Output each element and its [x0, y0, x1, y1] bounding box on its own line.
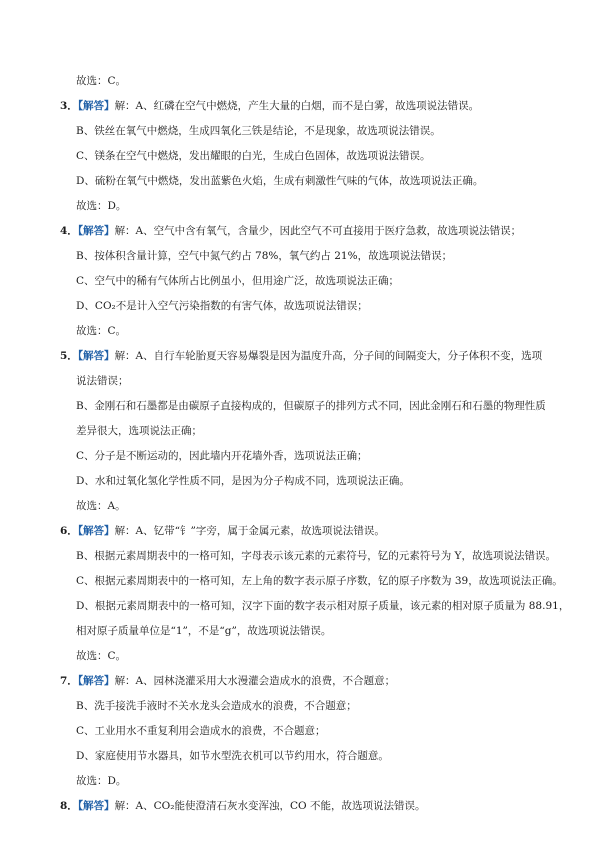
explanation-text: 解：A、园林浇灌采用大水漫灌会造成水的浪费，不合题意；: [114, 675, 396, 687]
answer-line: 故选：A。: [76, 500, 126, 512]
option-line: C、空气中的稀有气体所占比例虽小，但用途广泛，故选项说法正确；: [76, 275, 400, 287]
question-6-line: [52, 524, 550, 539]
question-3-line: [52, 99, 550, 114]
option-line: D、CO₂不是计入空气污染指数的有害气体，故选项说法错误；: [76, 300, 368, 312]
option-line: 说法错误；: [76, 375, 129, 387]
question-number: 7．: [60, 675, 78, 687]
answer-line: 故选：C。: [76, 650, 127, 662]
question-8-line: [52, 799, 550, 814]
option-line: 差异很大，选项说法正确；: [76, 425, 202, 437]
explanation-text: 解：A、自行车轮胎夏天容易爆裂是因为温度升高，分子间的间隔变大，分子体积不变，选项: [114, 350, 543, 362]
answer-tag: 【解答】: [77, 100, 115, 112]
option-line: B、洗手接洗手液时不关水龙头会造成水的浪费，不合题意；: [76, 700, 357, 712]
option-line: D、水和过氧化氢化学性质不同，是因为分子构成不同，选项说法正确。: [76, 475, 410, 487]
answer-tag: 【解答】: [77, 525, 115, 537]
answer-line: 故选：D。: [76, 200, 127, 212]
option-line: B、铁丝在氧气中燃烧，生成四氧化三铁是结论，不是现象，故选项说法错误。: [76, 125, 441, 137]
option-line: 相对原子质量单位是“1”，不是“g”，故选项说法错误。: [76, 625, 332, 637]
option-line: C、根据元素周期表中的一格可知，左上角的数字表示原子序数，钇的原子序数为 39，故选项说法正确。: [76, 575, 563, 587]
option-line: B、金刚石和石墨都是由碳原子直接构成的，但碳原子的排列方式不同，因此金刚石和石墨的物理性质: [76, 400, 546, 412]
answer-tag: 【解答】: [77, 350, 115, 362]
option-line: B、按体积含量计算，空气中氮气约占 78%，氧气约占 21%，故选项说法错误；: [76, 250, 453, 262]
answer-line: 故选：C。: [76, 325, 127, 337]
question-number: 6．: [60, 525, 78, 537]
question-7-line: [52, 674, 550, 689]
option-line: D、硫粉在氧气中燃烧，发出蓝紫色火焰，生成有刺激性气味的气体，故选项说法正确。: [76, 175, 484, 187]
question-number: 3．: [60, 100, 78, 112]
option-line: C、镁条在空气中燃烧，发出耀眼的白光，生成白色固体，故选项说法错误。: [76, 150, 431, 162]
answer-line: 故选：C。: [76, 75, 127, 87]
option-line: C、工业用水不重复利用会造成水的浪费，不合题意；: [76, 725, 326, 737]
question-number: 5．: [60, 350, 78, 362]
option-line: D、根据元素周期表中的一格可知，汉字下面的数字表示相对原子质量，该元素的相对原子质量为 88.91，: [76, 600, 570, 612]
option-line: B、根据元素周期表中的一格可知，字母表示该元素的元素符号，钇的元素符号为 Y，故选项说法错误。: [76, 550, 556, 562]
explanation-text: 解：A、空气中含有氧气，含量少，因此空气不可直接用于医疗急救，故选项说法错误；: [114, 225, 522, 237]
question-5-line: [52, 349, 550, 364]
answer-tag: 【解答】: [77, 225, 115, 237]
answer-tag: 【解答】: [77, 800, 115, 812]
answer-tag: 【解答】: [77, 675, 115, 687]
explanation-text: 解：A、钇带“钅”字旁，属于金属元素，故选项说法错误。: [114, 525, 385, 537]
explanation-text: 解：A、红磷在空气中燃烧，产生大量的白烟，而不是白雾，故选项说法错误。: [114, 100, 480, 112]
option-line: C、分子是不断运动的，因此墙内开花墙外香，选项说法正确；: [76, 450, 368, 462]
option-line: D、家庭使用节水器具，如节水型洗衣机可以节约用水，符合题意。: [76, 750, 389, 762]
answer-explanations: [52, 74, 570, 824]
question-4-line: [52, 224, 550, 239]
explanation-text: 解：A、CO₂能使澄清石灰水变浑浊，CO 不能，故选项说法错误。: [114, 800, 426, 812]
answer-line: 故选：D。: [76, 775, 127, 787]
question-number: 4．: [60, 225, 78, 237]
question-number: 8．: [60, 800, 78, 812]
